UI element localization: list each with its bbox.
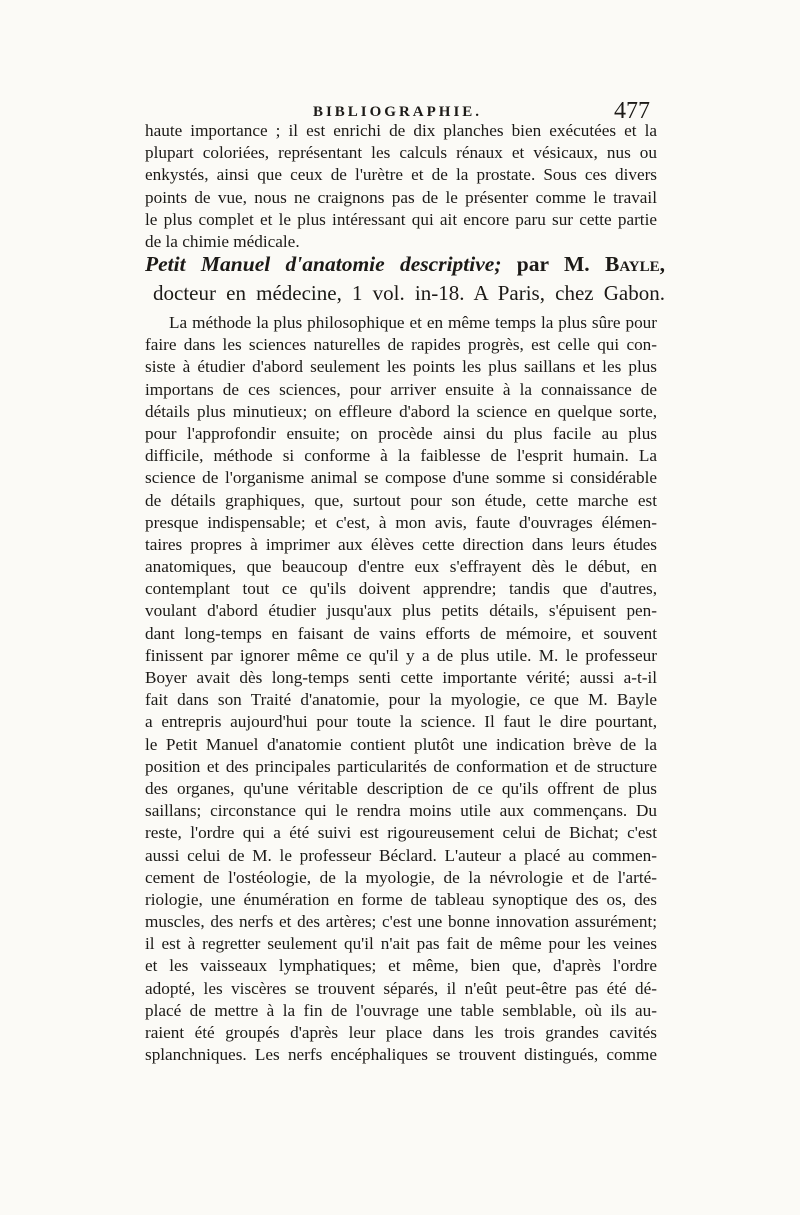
text-line: et les vaisseaux lymphatiques; et même, bien que, d'après l'ordre bbox=[145, 956, 657, 976]
text-line: plupart coloriées, représentant les calculs rénaux et vésicaux, nus ou bbox=[145, 143, 657, 163]
text-line: splanchniques. Les nerfs encéphaliques se trouvent distingués, comme bbox=[145, 1045, 657, 1065]
text-line: a entrepris aujourd'hui pour toute la science. Il faut le dire pourtant, bbox=[145, 712, 657, 732]
text-line: points de vue, nous ne craignons pas de le présenter comme le travail bbox=[145, 187, 657, 207]
text-line: saillans; circonstance qui le rendra moins utile aux commençans. Du bbox=[145, 801, 657, 821]
text-line: riologie, une énumération en forme de tableau synoptique des os, des bbox=[145, 889, 657, 909]
text-line: raient été groupés d'après leur place dans les trois grandes cavités bbox=[145, 1023, 657, 1042]
text-line: enkystés, ainsi que ceux de l'urètre et de la prostate. Sous ces divers bbox=[145, 165, 657, 185]
entry-heading bbox=[145, 250, 665, 308]
text-line: siste à étudier d'abord seulement les points les plus saillans et les plus bbox=[145, 357, 657, 377]
text-line: La méthode la plus philosophique et en même temps la plus sûre pour bbox=[169, 313, 657, 332]
entry-by: par M. bbox=[501, 252, 605, 276]
text-line: fait dans son Traité d'anatomie, pour la myologie, ce que M. Bayle bbox=[145, 690, 657, 710]
text-line: voulant d'abord étudier jusqu'aux plus petits détails, s'épuisent pen- bbox=[145, 601, 657, 621]
entry-title: Petit Manuel d'anatomie descriptive; bbox=[145, 252, 502, 276]
running-title: BIBLIOGRAPHIE. bbox=[312, 104, 483, 120]
text-line: contemplant tout ce qu'ils doivent apprendre; tandis que d'autres, bbox=[145, 579, 657, 599]
text-line: il est à regretter seulement qu'il n'ait pas fait de même pour les veines bbox=[145, 934, 657, 954]
entry-title-line bbox=[145, 250, 665, 279]
text-line: faire dans les sciences naturelles de rapides progrès, est celle qui con- bbox=[145, 335, 657, 355]
text-line: muscles, des nerfs et des artères; c'est une bonne innovation assurément; bbox=[145, 912, 657, 932]
text-line: finissent par ignorer même ce qu'il y a de plus utile. M. le professeur bbox=[145, 645, 657, 665]
text-line: importans de ces sciences, pour arriver ensuite à la connaissance de bbox=[145, 379, 657, 399]
text-line: Boyer avait dès long-temps senti cette importante vérité; aussi a-t-il bbox=[145, 668, 657, 687]
page-number: 477 bbox=[614, 98, 650, 124]
text-line: placé de mettre à la fin de l'ouvrage une table semblable, où ils au- bbox=[145, 1000, 657, 1020]
text-line: de détails graphiques, que, surtout pour son étude, cette marche est bbox=[145, 490, 657, 510]
text-line: des organes, qu'une véritable description de ce qu'ils offrent de plus bbox=[145, 778, 657, 798]
previous-entry-text bbox=[145, 120, 657, 253]
text-line: taires propres à imprimer aux élèves cette direction dans leurs études bbox=[145, 534, 657, 554]
text-line: détails plus minutieux; on effleure d'abord la science en quelque sorte, bbox=[145, 401, 657, 421]
text-line: le Petit Manuel d'anatomie contient plutôt une indication brève de la bbox=[145, 734, 657, 754]
text-line: reste, l'ordre qui a été suivi est rigoureusement celui de Bichat; c'est bbox=[145, 823, 657, 843]
text-line: pour l'approfondir ensuite; on procède ainsi du plus facile au plus bbox=[145, 423, 657, 443]
text-line: dant long-temps en faisant de vains efforts de mémoire, et souvent bbox=[145, 623, 657, 643]
entry-publication-line: docteur en médecine, 1 vol. in-18. A Paris, chez Gabon. bbox=[153, 281, 665, 305]
entry-title-end: , bbox=[659, 252, 665, 276]
text-line: difficile, méthode si conforme à la faiblesse de l'esprit humain. La bbox=[145, 446, 657, 466]
text-line: le plus complet et le plus intéressant qui ait encore paru sur cette partie bbox=[145, 209, 657, 229]
text-line: science de l'organisme animal se compose d'une somme si considérable bbox=[145, 468, 657, 488]
text-line: position et des principales particularités de conformation et de structure bbox=[145, 756, 657, 776]
review-text bbox=[145, 312, 657, 1066]
text-line: adopté, les viscères se trouvent séparés, il n'eût peut-être pas été dé- bbox=[145, 978, 657, 998]
text-line: de la chimie médicale. bbox=[145, 231, 300, 251]
text-line: aussi celui de M. le professeur Béclard. L'auteur a placé au commen- bbox=[145, 845, 657, 865]
entry-author: Bayle bbox=[604, 252, 660, 276]
text-line: anatomiques, que beaucoup d'entre eux s'effrayent dès le début, en bbox=[145, 557, 657, 577]
text-line: haute importance ; il est enrichi de dix planches bien exécutées et la bbox=[145, 121, 657, 140]
text-line: cement de l'ostéologie, de la myologie, de la névrologie et de l'arté- bbox=[145, 867, 657, 887]
text-line: presque indispensable; et c'est, à mon avis, faute d'ouvrages élémen- bbox=[145, 512, 657, 532]
